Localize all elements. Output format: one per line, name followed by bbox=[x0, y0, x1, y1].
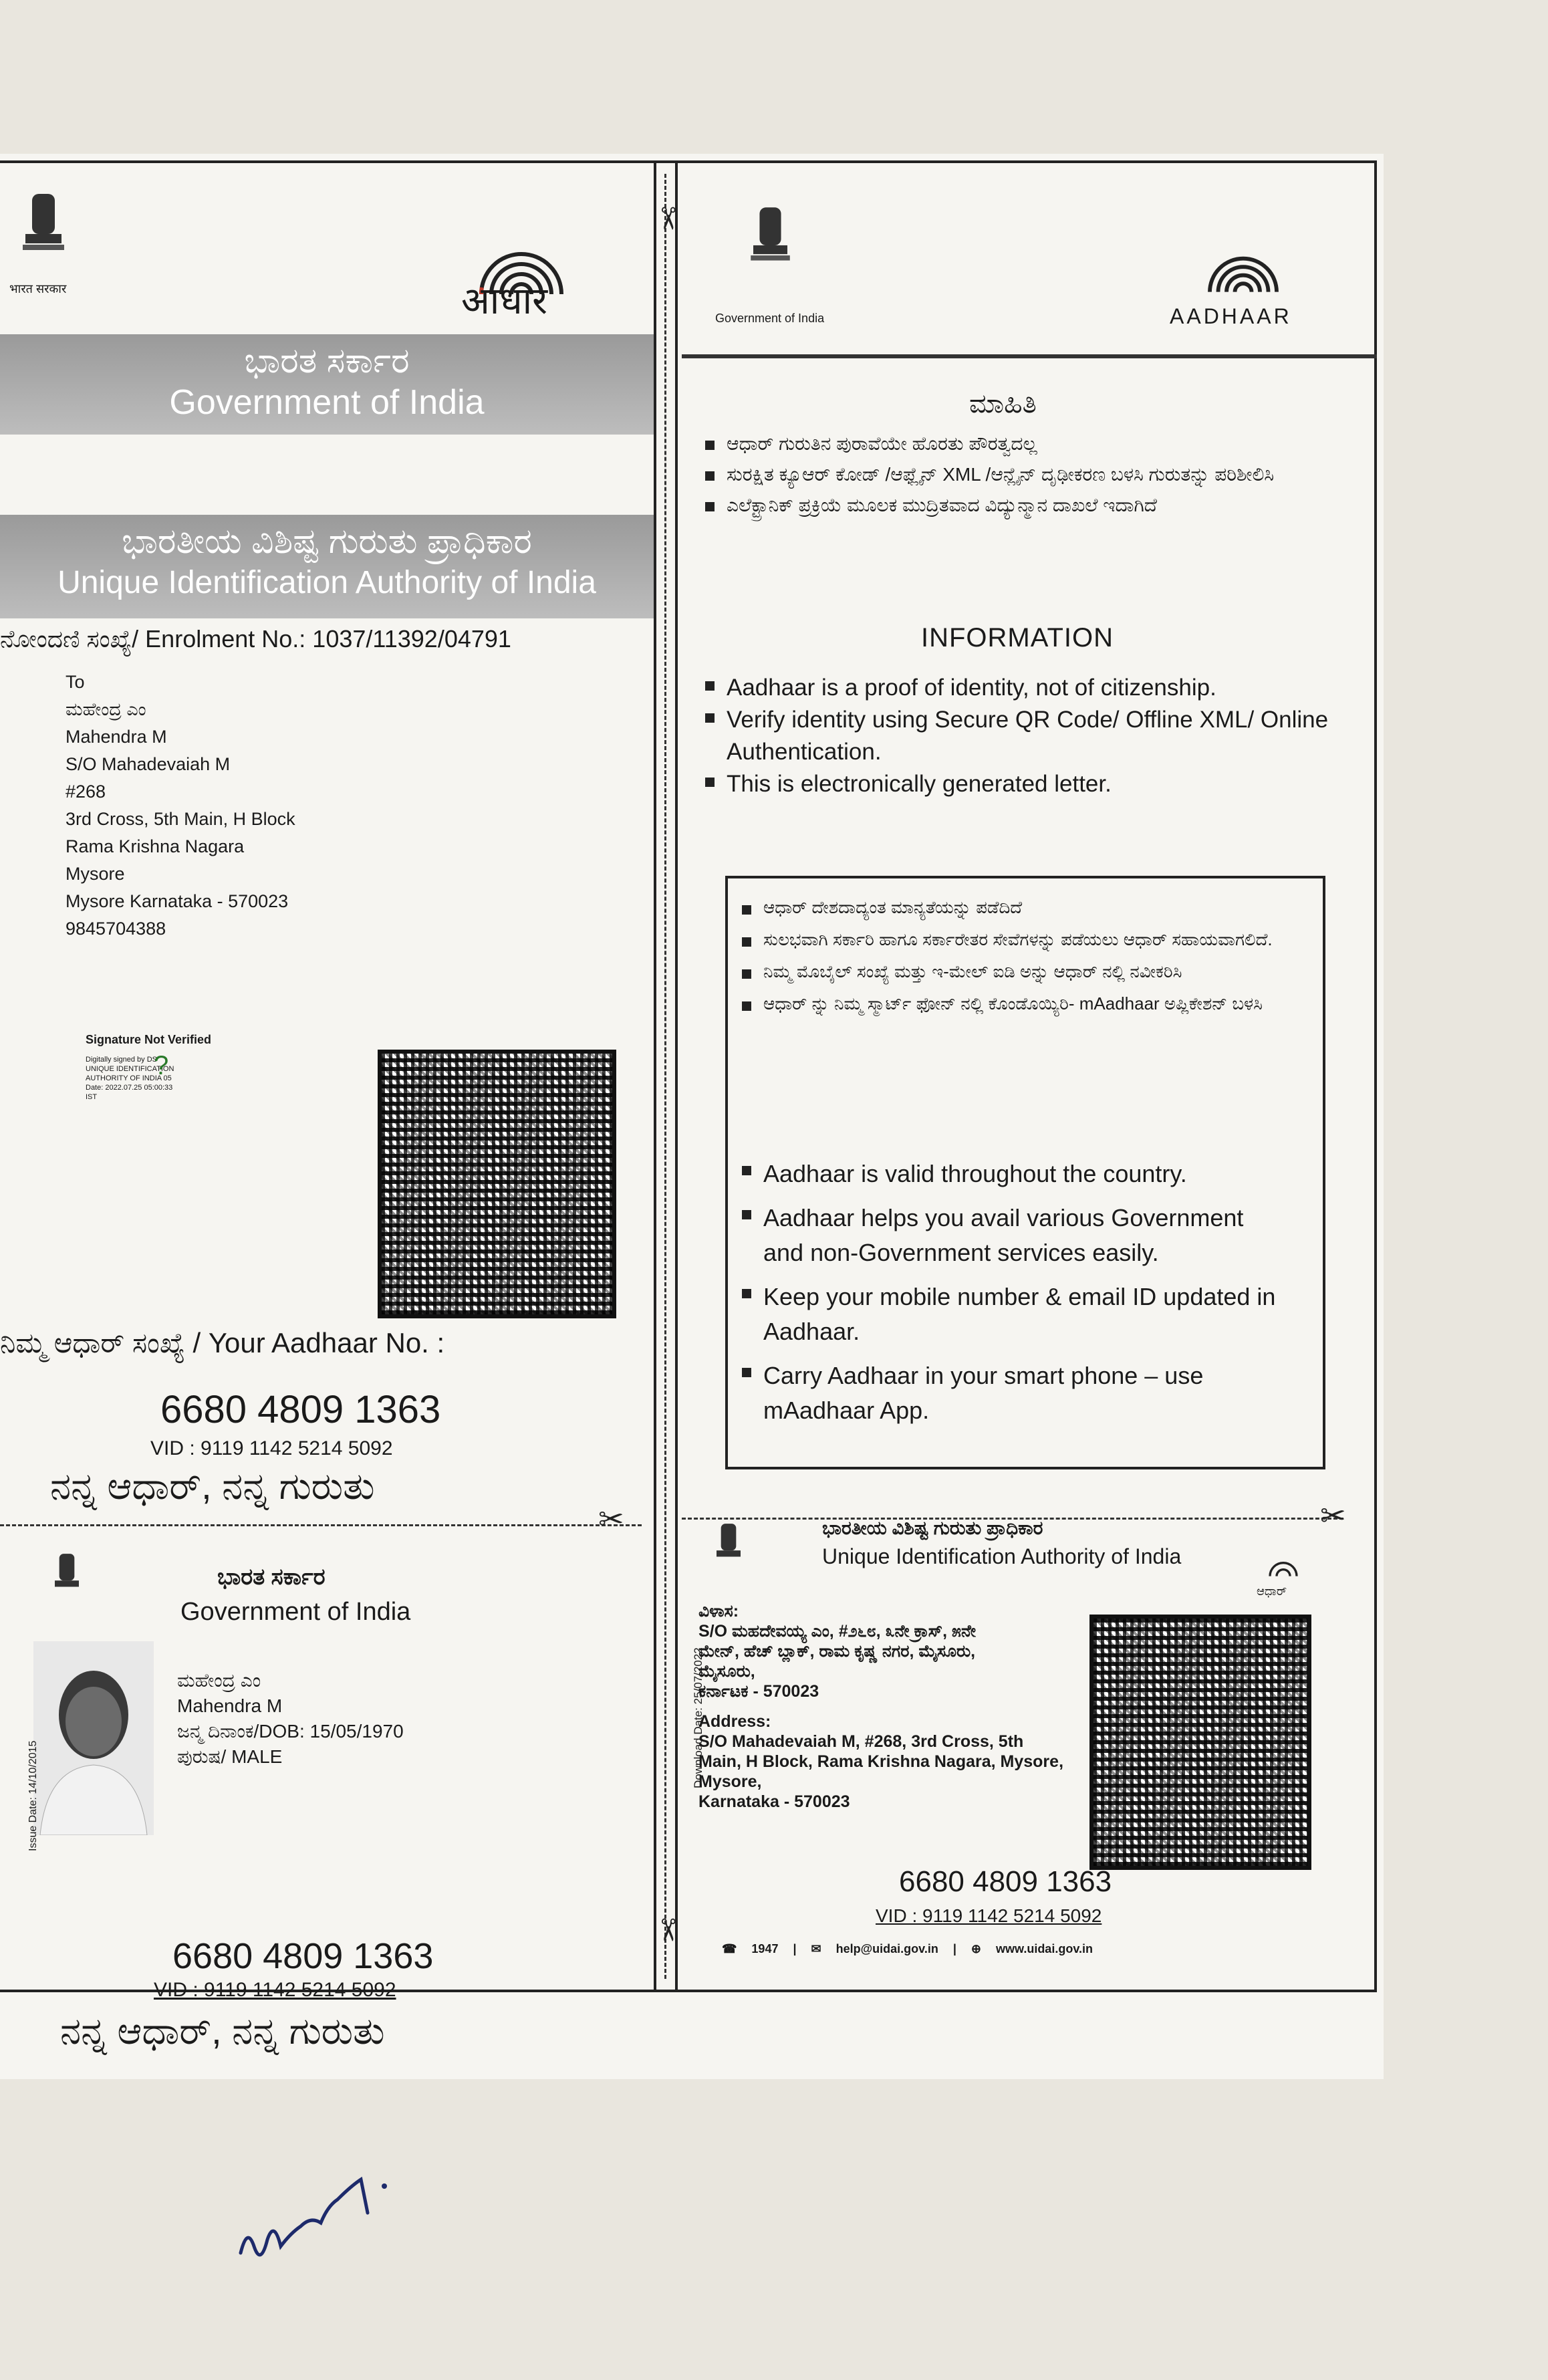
box-kannada-text: ಸುಲಭವಾಗಿ ಸರ್ಕಾರಿ ಹಾಗೂ ಸರ್ಕಾರೇತರ ಸೇವೆಗಳನ್ನು ಪಡೆಯಲು ಆಧಾರ್ ಸಹಾಯವಾಗಲಿದೆ. bbox=[763, 929, 1273, 949]
address-line: ವಿಳಾಸ: bbox=[698, 1602, 739, 1621]
kannada-info-text: ಆಧಾರ್ ಗುರುತಿನ ಪುರಾವೆಯೇ ಹೊರತು ಪೌರತ್ವದಲ್ಲ bbox=[727, 433, 1037, 454]
kannada-info-item bbox=[705, 462, 1307, 487]
address-line: ಕರ್ನಾಟಕ - 570023 bbox=[698, 1682, 819, 1701]
box-english-list bbox=[742, 1157, 1290, 1428]
holder-photo bbox=[33, 1641, 154, 1835]
govt-english: Government of India bbox=[169, 383, 485, 422]
box-kannada-item bbox=[742, 928, 1290, 951]
box-english-text: Aadhaar is valid throughout the country. bbox=[763, 1160, 1187, 1187]
national-emblem-icon bbox=[742, 201, 799, 277]
recipient-address bbox=[66, 669, 295, 943]
holder-name-kannada: ಮಹೇಂದ್ರ ಎಂ bbox=[177, 1670, 261, 1691]
contact-phone: 1947 bbox=[751, 1942, 779, 1955]
web-icon: ⊕ bbox=[971, 1942, 981, 1955]
scissors-icon: ✂ bbox=[598, 1502, 624, 1536]
address-line: ಮೈಸೂರು, bbox=[698, 1662, 755, 1681]
box-english-text: Carry Aadhaar in your smart phone – use mAadhaar App. bbox=[763, 1362, 1204, 1424]
box-english-item bbox=[742, 1358, 1290, 1428]
download-date: Download Date: 25/07/2022 bbox=[692, 1647, 704, 1788]
contact-bar bbox=[722, 1942, 1323, 1956]
information-item bbox=[705, 768, 1347, 800]
box-kannada-item bbox=[742, 992, 1290, 1015]
signature-line: Digitally signed by DS bbox=[86, 1056, 157, 1064]
enrolment-row bbox=[0, 625, 511, 654]
box-kannada-item bbox=[742, 896, 1290, 919]
bullet-icon bbox=[742, 1289, 751, 1298]
information-list bbox=[705, 672, 1347, 800]
secure-qr-code bbox=[378, 1050, 616, 1318]
holder-dob: ಜನ್ಮ ದಿನಾಂಕ/DOB: 15/05/1970 bbox=[177, 1721, 404, 1742]
holder-gender: ಪುರುಷ/ MALE bbox=[177, 1746, 283, 1767]
govt-kannada: ಭಾರತ ಸರ್ಕಾರ bbox=[244, 342, 410, 380]
kannada-info-text: ಸುರಕ್ಷಿತ ಕ್ಯೂಆರ್ ಕೋಡ್ /ಆಫ್ಲೈನ್ XML /ಆನ್ಲೈನ್ ದೃಢೀಕರಣ ಬಳಸಿ ಗುರುತನ್ನು ಪರಿಶೀಲಿಸಿ bbox=[727, 464, 1275, 485]
box-english-text: Keep your mobile number & email ID updated in Aadhaar. bbox=[763, 1283, 1276, 1345]
card-aadhaar-number: 6680 4809 1363 bbox=[172, 1936, 434, 1976]
card-vid: VID : 9119 1142 5214 5092 bbox=[154, 1979, 396, 2001]
address-line: S/O ಮಹದೇವಯ್ಯ ಎಂ, #೨೬೮, ೩ನೇ ಕ್ರಾಸ್, ೫ನೇ bbox=[698, 1622, 977, 1641]
address-line: Address: bbox=[698, 1712, 771, 1731]
address-line: To bbox=[66, 672, 85, 692]
signature-line: UNIQUE IDENTIFICATION bbox=[86, 1065, 174, 1073]
bullet-icon bbox=[705, 502, 715, 511]
kannada-info-list bbox=[705, 431, 1307, 518]
box-kannada-text: ನಿಮ್ಮ ಮೊಬೈಲ್ ಸಂಖ್ಯೆ ಮತ್ತು ಇ-ಮೇಲ್ ಐಡಿ ಅನ್ನು ಆಧಾರ್ ನಲ್ಲಿ ನವೀಕರಿಸಿ bbox=[763, 961, 1182, 981]
scissors-icon: ✂ bbox=[650, 205, 686, 232]
card-emblem-icon bbox=[47, 1548, 87, 1604]
address-line: Mahendra M bbox=[66, 727, 167, 747]
aadhaar-logo-text: AADHAAR bbox=[1170, 304, 1292, 328]
card-govt-english: Government of India bbox=[180, 1598, 411, 1626]
phone-icon: ☎ bbox=[722, 1942, 737, 1955]
card-address-english bbox=[698, 1711, 1063, 1812]
header-rule bbox=[682, 354, 1377, 358]
email-icon: ✉ bbox=[811, 1942, 821, 1955]
information-text: Verify identity using Secure QR Code/ Offline XML/ Online Authentication. bbox=[727, 707, 1329, 765]
bullet-icon bbox=[705, 471, 715, 481]
address-line: Mysore bbox=[66, 864, 125, 884]
box-kannada-text: ಆಧಾರ್ ದೇಶದಾದ್ಯಂತ ಮಾನ್ಯತೆಯನ್ನು ಪಡೆದಿದೆ bbox=[763, 897, 1023, 917]
kannada-info-text: ಎಲೆಕ್ಟ್ರಾನಿಕ್ ಪ್ರಕ್ರಿಯೆ ಮೂಲಕ ಮುದ್ರಿತವಾದ ವಿದ್ಯುನ್ಮಾನ ದಾಖಲೆ ಇದಾಗಿದೆ bbox=[727, 495, 1158, 515]
information-title: INFORMATION bbox=[921, 623, 1114, 652]
aadhaar-logo-icon bbox=[1176, 231, 1310, 301]
enrolment-number: 1037/11392/04791 bbox=[312, 625, 511, 652]
address-line: Rama Krishna Nagara bbox=[66, 836, 245, 856]
uidai-band bbox=[0, 515, 654, 618]
bullet-icon bbox=[742, 1210, 751, 1219]
card-slogan: ನನ್ನ ಆಧಾರ್, ನನ್ನ ಗುರುತು bbox=[60, 2010, 385, 2052]
unverified-check-icon: ? bbox=[154, 1051, 169, 1080]
cut-border-left bbox=[654, 160, 656, 1992]
emblem-caption: भारत सरकार bbox=[9, 282, 67, 295]
scissors-icon: ✂ bbox=[650, 1917, 686, 1943]
signature-line: AUTHORITY OF INDIA 05 bbox=[86, 1074, 172, 1082]
holder-name-english: Mahendra M bbox=[177, 1695, 283, 1716]
scissors-icon: ✂ bbox=[1320, 1498, 1346, 1533]
card-qr-code bbox=[1089, 1615, 1311, 1870]
bullet-icon bbox=[705, 681, 715, 691]
address-line: Main, H Block, Rama Krishna Nagara, Mysore, bbox=[698, 1752, 1064, 1771]
kannada-info-item bbox=[705, 493, 1307, 518]
signature-line: IST bbox=[86, 1093, 98, 1101]
card-uidai-english: Unique Identification Authority of India bbox=[822, 1544, 1182, 1568]
your-aadhaar-label: ನಿಮ್ಮ ಆಧಾರ್ ಸಂಖ್ಯೆ / Your Aadhaar No. : bbox=[0, 1327, 445, 1358]
box-english-item bbox=[742, 1157, 1290, 1191]
cut-border-right bbox=[675, 160, 678, 1992]
cut-line-vertical bbox=[664, 174, 666, 1979]
contact-email: help@uidai.gov.in bbox=[835, 1942, 938, 1955]
signature-line: Date: 2022.07.25 05:00:33 bbox=[86, 1084, 173, 1092]
box-english-item bbox=[742, 1201, 1290, 1270]
box-kannada-list bbox=[742, 896, 1290, 1015]
uidai-kannada: ಭಾರತೀಯ ವಿಶಿಷ್ಟ ಗುರುತು ಪ್ರಾಧಿಕಾರ bbox=[122, 522, 532, 561]
aadhaar-logo-text: आधार bbox=[461, 279, 548, 322]
enrolment-label: ನೋಂದಣಿ ಸಂಖ್ಯೆ/ Enrolment No.: bbox=[0, 625, 306, 652]
kannada-info-title: ಮಾಹಿತಿ bbox=[969, 389, 1037, 419]
uidai-english: Unique Identification Authority of India bbox=[57, 565, 596, 600]
cut-line-horizontal bbox=[0, 1524, 642, 1526]
card-aadhaar-number: 6680 4809 1363 bbox=[899, 1865, 1112, 1898]
card-govt-kannada: ಭಾರತ ಸರ್ಕಾರ bbox=[217, 1564, 326, 1590]
information-text: This is electronically generated letter. bbox=[727, 771, 1112, 797]
kannada-info-item bbox=[705, 431, 1307, 457]
box-kannada-item bbox=[742, 960, 1290, 983]
address-line: Karnataka - 570023 bbox=[698, 1792, 850, 1811]
address-line: #268 bbox=[66, 782, 106, 802]
address-line: ಮಹೇಂದ್ರ ಎಂ bbox=[66, 699, 146, 719]
bullet-icon bbox=[705, 441, 715, 450]
address-line: 9845704388 bbox=[66, 919, 166, 939]
national-emblem-icon bbox=[13, 187, 74, 267]
separator: | bbox=[793, 1942, 797, 1955]
bullet-icon bbox=[705, 778, 715, 787]
card-emblem-icon bbox=[708, 1518, 749, 1574]
address-line: S/O Mahadevaiah M bbox=[66, 754, 231, 774]
aadhaar-logo-text: ಆಧಾರ್ bbox=[1257, 1584, 1287, 1598]
bullet-icon bbox=[705, 713, 715, 723]
address-line: Mysore Karnataka - 570023 bbox=[66, 891, 289, 911]
card-holder-details bbox=[177, 1668, 404, 1770]
address-line: ಮೇನ್, ಹೆಚ್ ಬ್ಲಾಕ್, ರಾಮ ಕೃಷ್ಣ ನಗರ, ಮೈಸೂರು, bbox=[698, 1642, 976, 1661]
bullet-icon bbox=[742, 1368, 751, 1377]
bullet-icon bbox=[742, 969, 751, 979]
slogan: ನನ್ನ ಆಧಾರ್, ನನ್ನ ಗುರುತು bbox=[50, 1465, 375, 1507]
aadhaar-logo-icon bbox=[1257, 1551, 1310, 1584]
box-english-text: Aadhaar helps you avail various Government and non-Government services easily. bbox=[763, 1204, 1244, 1266]
handwritten-signature bbox=[227, 2153, 414, 2273]
box-english-item bbox=[742, 1280, 1290, 1349]
address-line: S/O Mahadevaiah M, #268, 3rd Cross, 5th bbox=[698, 1732, 1024, 1751]
vid-number: VID : 9119 1142 5214 5092 bbox=[150, 1437, 393, 1459]
box-kannada-text: ಆಧಾರ್ ನ್ನು ನಿಮ್ಮ ಸ್ಮಾರ್ಟ್ ಫೋನ್ ನಲ್ಲಿ ಕೊಂಡೊಯ್ಯಿರಿ- mAadhaar ಅಪ್ಲಿಕೇಶನ್ ಬಳಸಿ bbox=[763, 993, 1263, 1014]
govt-band bbox=[0, 334, 654, 435]
aadhaar-number: 6680 4809 1363 bbox=[160, 1388, 441, 1431]
bullet-icon bbox=[742, 905, 751, 915]
bullet-icon bbox=[742, 937, 751, 947]
bullet-icon bbox=[742, 1166, 751, 1175]
information-text: Aadhaar is a proof of identity, not of citizenship. bbox=[727, 675, 1216, 701]
emblem-caption: Government of India bbox=[715, 312, 825, 325]
contact-website: www.uidai.gov.in bbox=[995, 1942, 1093, 1955]
card-vid: VID : 9119 1142 5214 5092 bbox=[876, 1905, 1102, 1926]
bullet-icon bbox=[742, 1001, 751, 1011]
signature-status: Signature Not Verified bbox=[86, 1033, 212, 1046]
card-address-kannada bbox=[698, 1601, 976, 1701]
card-uidai-kannada: ಭಾರತೀಯ ವಿಶಿಷ್ಟ ಗುರುತು ಪ್ರಾಧಿಕಾರ bbox=[822, 1518, 1043, 1538]
separator: | bbox=[952, 1942, 956, 1955]
information-item bbox=[705, 704, 1347, 768]
address-line: 3rd Cross, 5th Main, H Block bbox=[66, 809, 295, 829]
address-line: Mysore, bbox=[698, 1772, 762, 1791]
information-item bbox=[705, 672, 1347, 704]
card-side-label: Issue Date: 14/10/2015 bbox=[27, 1740, 39, 1851]
